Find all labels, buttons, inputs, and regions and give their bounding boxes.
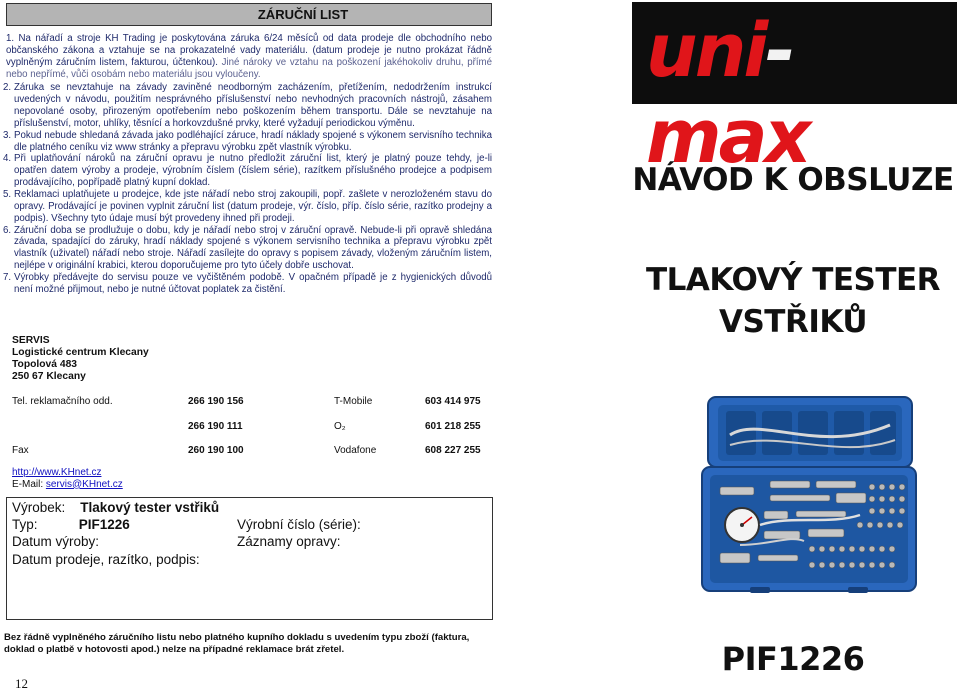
phone-label: Fax	[12, 445, 29, 456]
type-value: PIF1226	[78, 517, 130, 532]
date-label: Datum výroby:	[12, 534, 100, 549]
term-3: 3. Pokud nebude shledaná závada jako podléhající záruce, hradí náklady spojené s výkonem servisního technika dle platného ceníku viz www stránky a přepravu výrobku zpět vlastník výrobku.	[3, 129, 492, 153]
website-link[interactable]: http://www.KHnet.cz	[12, 467, 102, 478]
records-label: Záznamy opravy:	[237, 534, 341, 549]
email-label: E-Mail:	[12, 478, 46, 490]
term-2: 2. Záruka se nevztahuje na závady zaviněné neodborným zacházením, přetížením, nedodržením instrukcí uvedených v návodu, použitím nesprávného příslušenství nebo nevhodných pracovních nástrojů, zásahem nepovolané osoby, přirozeným opotřebením nebo poškozením během transportu. Dále se nevztahuje na příslušenství, motor, uhlíky, těsnící a horkovzdušné prvky, které vyžadují periodickou výměnu.	[3, 82, 492, 129]
term-7: 7. Výrobky předávejte do servisu pouze ve vyčištěném podobě. V opačném případě je z hygienických důvodů není možné přijmout, nebo je nutné účtovat poplatek za čistění.	[3, 271, 492, 295]
operator-name: T-Mobile	[334, 396, 373, 407]
service-company: Logistické centrum Klecany	[12, 347, 149, 359]
manual-title: NÁVOD K OBSLUZE	[632, 162, 954, 198]
contact-links	[12, 467, 123, 490]
operator-name: Vodafone	[334, 445, 377, 456]
type-row	[12, 517, 130, 532]
model-number: PIF1226	[721, 640, 865, 678]
product-name-line2: VSTŘIKŮ	[718, 304, 868, 340]
term-5: 5. Reklamaci uplatňujete u prodejce, kde jste nářadí nebo stroj zakoupili, popř. zašlete v nerozloženém stavu do opravy. Prodávající je povinen vyplnit záruční list (datum prodeje, výr. číslo, příp. číslo série, razítko prodejny a podpis). Všechny tyto údaje musí být provedeny ihned při prodeji.	[3, 188, 492, 224]
warranty-title: ZÁRUČNÍ LIST	[257, 7, 349, 22]
phone-label: Tel. reklamačního odd.	[12, 396, 113, 407]
operator-name: O₂	[334, 420, 346, 432]
service-address	[12, 335, 149, 383]
product-row	[12, 500, 219, 515]
operator-number: 601 218 255	[425, 420, 481, 432]
service-heading: SERVIS	[12, 335, 50, 346]
product-name-line1: TLAKOVÝ TESTER	[645, 262, 941, 298]
phone-number: 260 190 100	[188, 445, 244, 456]
product-value: Tlakový tester vstřiků	[80, 500, 220, 515]
term-1: 1. Na nářadí a stroje KH Trading je poskytována záruka 6/24 měsíců od data prodeje dle obchodního nebo občanského zákona a vztahuje se na prokazatelné vady materiálu. (datum prodeje je nutno prokázat řádně vyplněným záručním listem, fakturou, účtenkou). Jiné nároky ve vztahu na poškození jakéhokoliv druhu, přímé nebo nepřímé, vůči osobám nebo materiálu jsou vyloučeny.	[6, 33, 493, 80]
serial-label: Výrobní číslo (série):	[237, 517, 361, 532]
sale-label: Datum prodeje, razítko, podpis:	[12, 552, 200, 567]
service-street: Topolová 483	[12, 359, 78, 371]
product-label: Výrobek:	[12, 500, 66, 515]
phone-number: 266 190 156	[188, 396, 244, 407]
warranty-title-bar	[6, 3, 492, 26]
page-number: 12	[15, 676, 28, 691]
footnote: Bez řádně vyplněného záručního listu nebo platného kupního dokladu s uvedením typu zboží (faktura, doklad o platbě v hotovosti apod.) nelze na případné reklamace brát zřetel.	[4, 632, 470, 655]
phone-number: 266 190 111	[188, 420, 243, 432]
term-4: 4. Při uplatňování nároků na záruční opravu je nutno předložit záruční list, který je platný pouze tehdy, je-li opatřen datem výroby a prodeje, výrobním číslem (číslem série), razítkem příslušného prodejce a podpisem prodávajícího, popřípadě platný kupní doklad.	[3, 153, 492, 189]
operator-number: 608 227 255	[425, 445, 481, 456]
type-label: Typ:	[12, 517, 38, 532]
email-link[interactable]: servis@KHnet.cz	[45, 478, 123, 490]
warranty-terms	[3, 33, 493, 296]
term-6: 6. Záruční doba se prodlužuje o dobu, kdy je nářadí nebo stroj v záruční opravě. Nebude-li při opravě shledána závada, spadající do záruky, hradí náklady spojené s výkonem servisního technika a přepravu výrobku zpět vlastník (uživatel) nářadí nebo stroje. Nářadí zasílejte do opravy s popisem závady, vloženým záručním listem, nejlépe v originální krabici, kterou doporučujeme pro tyto účely dobře uschovat.	[3, 224, 492, 272]
operator-number: 603 414 975	[425, 396, 481, 407]
product-info-box	[6, 497, 493, 620]
service-city: 250 67 Klecany	[12, 371, 86, 383]
injector-tester-case-photo	[700, 395, 918, 595]
logo-text: uni-max	[646, 8, 809, 180]
